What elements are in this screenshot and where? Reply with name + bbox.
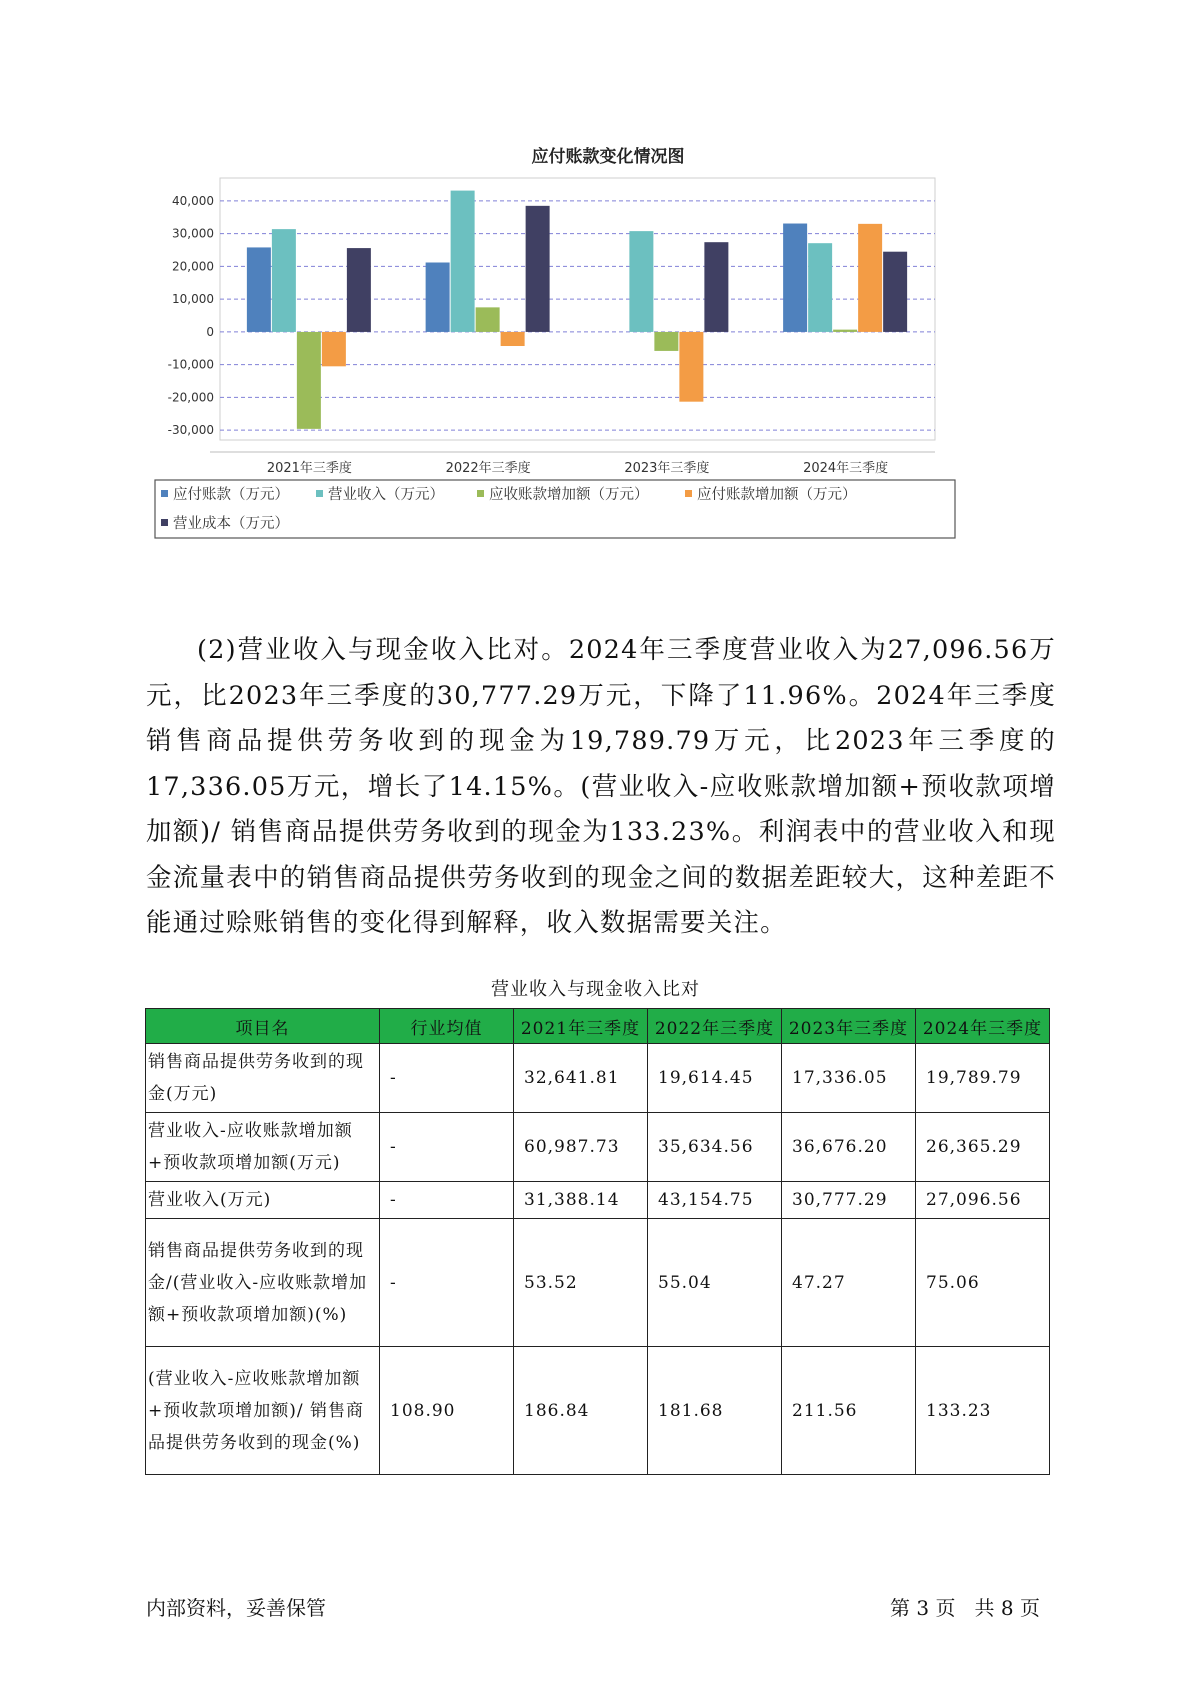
row-label: 销售商品提供劳务收到的现金/(营业收入-应收账款增加额+预收款项增加额)(%)	[146, 1219, 380, 1347]
header-cell: 2022年三季度	[648, 1009, 782, 1044]
bar	[426, 262, 450, 331]
footer-confidential-note: 内部资料，妥善保管	[146, 1596, 326, 1620]
table-cell: -	[380, 1182, 514, 1219]
y-tick-label: -30,000	[167, 423, 214, 438]
body-paragraph: (2)营业收入与现金收入比对。2024年三季度营业收入为27,096.56万元，比2023年三季度的30,777.29万元，下降了11.96%。2024年三季度销售商品提供劳务收到的现金为19,789.79万元，比2023年三季度的17,336.05万元，增长了14.15%。(营业收入-应收账款增加额+预收款项增加额)/ 销售商品提供劳务收到的现金为133.23%。利润表中的营业收入和现金流量表中的销售商品提供劳务收到的现金之间的数据差距较大，这种差距不能通过赊账销售的变化得到解释，收入数据需要关注。	[146, 635, 1056, 938]
y-tick-label: 0	[206, 324, 214, 339]
table-cell: 43,154.75	[648, 1182, 782, 1219]
header-cell: 行业均值	[380, 1009, 514, 1044]
table-cell: 60,987.73	[514, 1113, 648, 1182]
table-cell: 133.23	[916, 1347, 1050, 1475]
legend-swatch	[477, 490, 484, 497]
table-cell: 47.27	[782, 1219, 916, 1347]
row-label: (营业收入-应收账款增加额+预收款项增加额)/ 销售商品提供劳务收到的现金(%)	[146, 1347, 380, 1475]
bar	[297, 332, 321, 429]
bar	[451, 191, 475, 332]
chart-legend	[155, 480, 955, 538]
table-cell: 19,789.79	[916, 1044, 1050, 1113]
table-cell: 17,336.05	[782, 1044, 916, 1113]
y-tick-label: 30,000	[172, 226, 214, 241]
table-cell: 27,096.56	[916, 1182, 1050, 1219]
legend-swatch	[685, 490, 692, 497]
table-cell: 211.56	[782, 1347, 916, 1475]
legend-label: 营业成本（万元）	[173, 516, 289, 532]
header-cell: 2023年三季度	[782, 1009, 916, 1044]
y-tick-label: -10,000	[167, 357, 214, 372]
table-row	[146, 1113, 1050, 1182]
table-cell: -	[380, 1113, 514, 1182]
table-cell: 55.04	[648, 1219, 782, 1347]
bar	[629, 231, 653, 332]
table-cell: 181.68	[648, 1347, 782, 1475]
legend-label: 应收账款增加额（万元）	[489, 487, 649, 503]
legend-swatch	[161, 519, 168, 526]
chart-title: 应付账款变化情况图	[531, 147, 685, 167]
plot-area	[168, 178, 935, 476]
table-cell: 32,641.81	[514, 1044, 648, 1113]
comparison-table	[145, 1008, 1050, 1475]
table-cell: 36,676.20	[782, 1113, 916, 1182]
table-cell: 26,365.29	[916, 1113, 1050, 1182]
table-cell: 31,388.14	[514, 1182, 648, 1219]
y-tick-label: 20,000	[172, 259, 214, 274]
row-label: 营业收入-应收账款增加额+预收款项增加额(万元)	[146, 1113, 380, 1182]
legend-swatch	[161, 490, 168, 497]
bar	[654, 332, 678, 351]
legend-label: 应付账款（万元）	[173, 487, 289, 503]
legend-label: 应付账款增加额（万元）	[697, 487, 857, 503]
header-cell: 2021年三季度	[514, 1009, 648, 1044]
table-cell: 108.90	[380, 1347, 514, 1475]
table-title: 营业收入与现金收入比对	[491, 979, 700, 1000]
table-cell: -	[380, 1219, 514, 1347]
table-cell: 30,777.29	[782, 1182, 916, 1219]
x-tick-label: 2022年三季度	[445, 461, 531, 476]
table-cell: 19,614.45	[648, 1044, 782, 1113]
bar	[679, 332, 703, 402]
bar	[526, 206, 550, 332]
bar	[247, 247, 271, 331]
row-label: 销售商品提供劳务收到的现金(万元)	[146, 1044, 380, 1113]
legend-label: 营业收入（万元）	[328, 487, 444, 503]
bar	[501, 332, 525, 346]
bar	[833, 330, 857, 332]
table-cell: -	[380, 1044, 514, 1113]
bar	[883, 252, 907, 332]
y-tick-label: 40,000	[172, 193, 214, 208]
header-cell: 项目名	[146, 1009, 380, 1044]
table-row	[146, 1347, 1050, 1475]
footer-page-number: 第 3 页 共 8 页	[890, 1596, 1040, 1620]
accounts-payable-chart	[160, 140, 1040, 590]
bar	[858, 224, 882, 332]
table-cell: 35,634.56	[648, 1113, 782, 1182]
bar	[808, 243, 832, 332]
table-row	[146, 1219, 1050, 1347]
x-tick-label: 2023年三季度	[624, 461, 710, 476]
table-row	[146, 1182, 1050, 1219]
bar	[783, 224, 807, 332]
x-tick-label: 2024年三季度	[803, 461, 889, 476]
bar	[272, 229, 296, 332]
table-cell: 186.84	[514, 1347, 648, 1475]
legend-swatch	[316, 490, 323, 497]
bar	[704, 242, 728, 332]
x-tick-label: 2021年三季度	[266, 461, 352, 476]
bar	[322, 332, 346, 366]
table-cell: 53.52	[514, 1219, 648, 1347]
row-label: 营业收入(万元)	[146, 1182, 380, 1219]
table-header-row	[146, 1009, 1050, 1044]
y-tick-label: 10,000	[172, 292, 214, 307]
bar	[347, 248, 371, 332]
table-cell: 75.06	[916, 1219, 1050, 1347]
header-cell: 2024年三季度	[916, 1009, 1050, 1044]
y-tick-label: -20,000	[167, 390, 214, 405]
table-row	[146, 1044, 1050, 1113]
bar	[476, 307, 500, 332]
